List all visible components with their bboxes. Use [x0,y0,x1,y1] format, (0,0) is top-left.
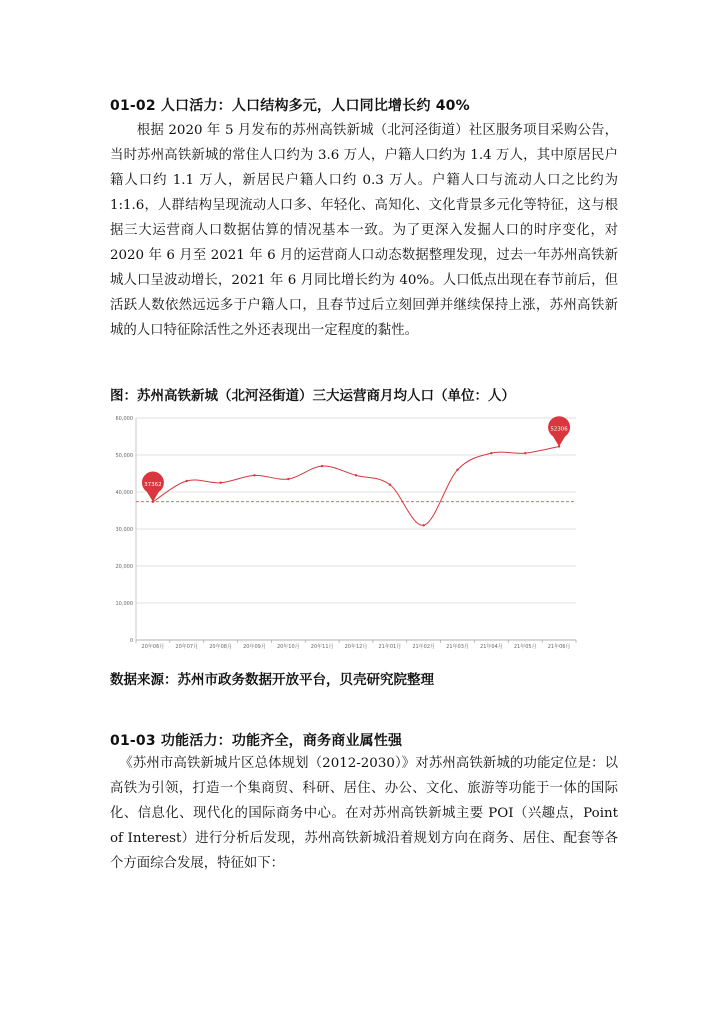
paragraph-population: 根据 2020 年 5 月发布的苏州高铁新城（北河泾街道）社区服务项目采购公告，当时苏州高铁新城的常住人口约为 3.6 万人，户籍人口约为 1.4 万人，其中原居民户籍人口约 1.1 万人，新居民户籍人口约 0.3 万人。户籍人口与流动人口之比约为 1:1.6，人群结构呈现流动人口多、年轻化、高知化、文化背景多元化等特征，这与根据三大运营商人口数据估算的情况基本一致。为了更深入发掘人口的时序变化，对 2020 年 6 月至 2021 年 6 月的运营商人口动态数据整理发现，过去一年苏州高铁新城人口呈波动增长，2021 年 6 月同比增长约为 40%。人口低点出现在春节前后，但活跃人数依然远远多于户籍人口，且春节过后立刻回弹并继续保持上涨，苏州高铁新城的人口特征除活性之外还表现出一定程度的黏性。 [110,123,618,338]
population-line-chart [110,410,580,655]
data-point [253,474,255,476]
data-point [287,478,289,480]
y-tick-label: 20,000 [115,563,133,570]
x-tick-label: 21年04月 [480,644,503,650]
data-point [422,524,424,526]
x-tick-label: 20年06月 [141,644,165,650]
x-tick-label: 20年08月 [209,644,232,650]
data-point [389,483,391,485]
data-point [456,469,458,471]
data-point [186,480,188,482]
x-tick-label: 20年12月 [344,644,368,650]
value-pin-label: 37362 [144,481,162,488]
y-tick-label: 10,000 [115,600,133,607]
x-tick-label: 20年07月 [175,644,199,650]
x-tick-label: 20年10月 [276,644,300,650]
data-point [321,465,323,467]
x-tick-label: 21年03月 [446,644,469,650]
x-tick-label: 20年11月 [310,644,334,650]
y-tick-label: 60,000 [115,415,133,422]
y-tick-label: 40,000 [115,489,133,496]
x-tick-label: 21年01月 [378,644,402,650]
data-point [490,452,492,454]
y-tick-label: 30,000 [115,526,133,533]
x-tick-label: 21年02月 [412,644,436,650]
data-point [355,474,357,476]
y-tick-label: 0 [129,637,133,644]
paragraph-function: 《苏州市高铁新城片区总体规划（2012-2030）》对苏州高铁新城的功能定位是：以高铁为引领，打造一个集商贸、科研、居住、办公、文化、旅游等功能于一体的国际化、信息化、现代化的国际商务中心。在对苏州高铁新城主要 POI（兴趣点，Point of Interest）进行分析后发现，苏州高铁新城沿着规划方向在商务、居住、配套等各个方面综合发展，特征如下： [110,756,618,871]
series-line [153,446,559,525]
y-tick-label: 50,000 [115,452,133,459]
figure-caption: 图：苏州高铁新城（北河泾街道）三大运营商月均人口（单位：人） [110,388,515,404]
figure-source: 数据来源：苏州市政务数据开放平台，贝壳研究院整理 [110,672,434,688]
data-point [524,452,526,454]
section-heading-population: 01-02 人口活力：人口结构多元，人口同比增长约 40% [110,98,470,114]
section-heading-function: 01-03 功能活力：功能齐全，商务商业属性强 [110,733,403,749]
x-tick-label: 20年09月 [243,644,266,650]
value-pin-label: 52306 [550,426,568,433]
data-point [219,482,221,484]
x-tick-label: 21年05月 [513,644,537,650]
x-tick-label: 21年06月 [547,644,571,650]
